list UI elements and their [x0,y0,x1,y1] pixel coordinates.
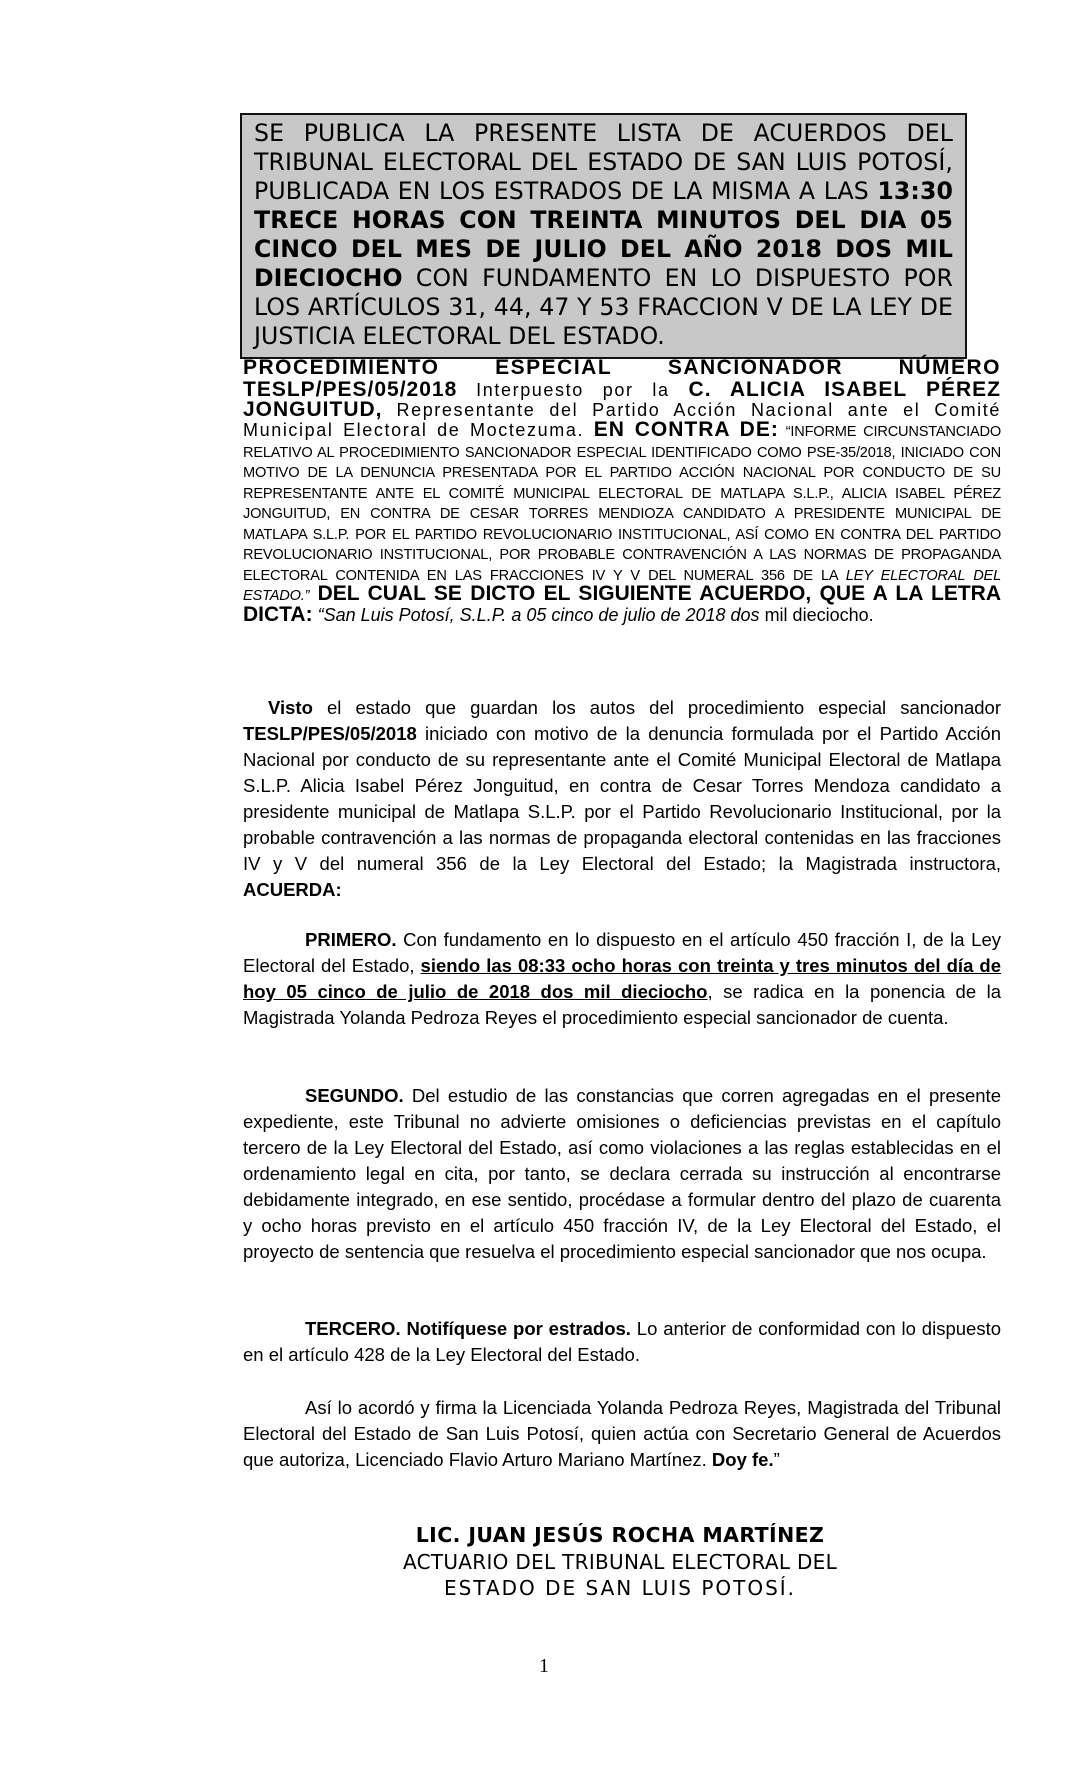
en-contra-label: EN CONTRA DE: [593,418,779,441]
quote-end: mil dieciocho. [759,604,874,625]
segundo-text: Del estudio de las constancias que corren agregadas en el presente expediente, este Tribunal no advierte omisiones o deficiencias previstas en el capítulo tercero de la Ley Electoral del Estado, así como violaciones a las reglas establecidas en el ordenamiento legal en cita, por tanto, se declara cerrada su instrucción al encontrarse debidamente integrado, en ese sentido, procédase a formular dentro del plazo de cuarenta y ocho horas previsto en el artículo 450 fracción IV, de la Ley Electoral del Estado, el proyecto de sentencia que resuelva el procedimiento especial sancionador que nos ocupa. [243,1085,1001,1262]
primero-text-2: , se radica en la ponencia de la Magistrada Yolanda Pedroza Reyes el procedimiento especial sancionador de cuenta. [243,981,1001,1028]
visto-text: el estado que guardan los autos del procedimiento especial sancionador [312,697,1001,718]
procedure-body [243,380,1001,625]
notice-text-start: SE PUBLICA LA PRESENTE LISTA DE ACUERDOS DEL TRIBUNAL ELECTORAL DEL ESTADO DE SAN LUIS POTOSÍ, PUBLICADA EN LOS ESTRADOS DE LA MISMA A LAS [254,119,953,205]
tercero-lead: TERCERO. Notifíquese por estrados. [305,1318,631,1339]
primero-paragraph [243,927,1001,1031]
procedure-title-word: SANCIONADOR [667,356,843,379]
procedure-detail: “INFORME CIRCUNSTANCIADO RELATIVO AL PROCEDIMIENTO SANCIONADOR ESPECIAL IDENTIFICADO COMO PSE-35/2018, INICIADO CON MOTIVO DE LA DENUNCIA PRESENTADA POR EL PARTIDO ACCIÓN NACIONAL POR CONDUCTO DE SU REPRESENTANTE ANTE EL COMITÉ MUNICIPAL ELECTORAL DE MATLAPA S.L.P., ALICIA ISABEL PÉREZ JONGUITUD, EN CONTRA DE CESAR TORRES MENDIOZA CANDIDATO A PRESIDENTE MUNICIPAL DE MATLAPA S.L.P. POR EL PARTIDO REVOLUCIONARIO INSTITUCIONAL, ASÍ COMO EN CONTRA DEL PARTIDO REVOLUCIONARIO INSTITUCIONAL, POR PROBABLE CONTRAVENCIÓN A LAS NORMAS DE PROPAGANDA ELECTORAL CONTENIDA EN LAS FRACCIONES IV Y V DEL NUMERAL 356 DE LA [243,424,1001,584]
primero-lead: PRIMERO. [305,929,397,950]
closing-paragraph [243,1395,1001,1473]
segundo-lead: SEGUNDO. [305,1085,404,1106]
procedure-title-word: PROCEDIMIENTO [243,356,440,379]
acuerda-label: ACUERDA: [243,879,342,900]
segundo-paragraph [243,1083,1001,1265]
procedure-header [243,356,1001,625]
procedure-title-word: ESPECIAL [495,356,613,379]
tercero-paragraph [243,1316,1001,1368]
primero-underlined: siendo las 08:33 ocho horas con treinta y tres minutos del día de hoy 05 cinco de julio de 2018 dos mil dieciocho [243,955,1001,1002]
dicto-text: DEL CUAL SE DICTO EL SIGUIENTE ACUERDO, QUE A LA LETRA DICTA: [243,582,1001,626]
quote-start: “San Luis Potosí, S.L.P. a 05 cinco de julio de 2018 dos [312,604,760,625]
representative-text: Representante del Partido Acción Nacional ante el Comité Municipal Electoral de Moctezuma. [243,400,1001,440]
signature-role: ACTUARIO DEL TRIBUNAL ELECTORAL DEL [402,1550,838,1574]
procedure-detail-italic: LEY ELECTORAL DEL ESTADO.” [243,567,1001,604]
tercero-text: Lo anterior de conformidad con lo dispuesto en el artículo 428 de la Ley Electoral del Estado. [243,1318,1001,1365]
visto-paragraph [243,695,1001,903]
case-number: TESLP/PES/05/2018 [243,378,458,401]
visto-text-2: iniciado con motivo de la denuncia formulada por el Partido Acción Nacional por conducto de su representante ante el Comité Municipal Electoral de Matlapa S.L.P. Alicia Isabel Pérez Jonguitud, en contra de Cesar Torres Mendoza candidato a presidente municipal de Matlapa S.L.P. por el Partido Revolucionario Institucional, por la probable contravención a las normas de propaganda electoral contenidas en las fracciones IV y V del numeral 356 de la Ley Electoral del Estado; la Magistrada instructora, [243,723,1001,874]
closing-text: Así lo acordó y firma la Licenciada Yolanda Pedroza Reyes, Magistrada del Tribunal Electoral del Estado de San Luis Potosí, quien actúa con Secretario General de Acuerdos que autoriza, Licenciado Flavio Arturo Mariano Martínez. [243,1397,1001,1470]
signature-name: LIC. JUAN JESÚS ROCHA MARTÍNEZ [415,1523,825,1547]
page-number: 1 [539,1655,549,1677]
visto-lead: Visto [268,697,313,718]
visto-case-number: TESLP/PES/05/2018 [243,723,417,744]
signature-role-2: ESTADO DE SAN LUIS POTOSÍ. [443,1576,797,1600]
primero-text: Con fundamento en lo dispuesto en el artículo 450 fracción I, de la Ley Electoral del Estado, [243,929,1001,976]
doy-fe: Doy fe. [711,1449,774,1470]
publication-notice-box [240,113,967,359]
notice-text-end: CON FUNDAMENTO EN LO DISPUESTO POR LOS ARTÍCULOS 31, 44, 47 Y 53 FRACCION V DE LA LEY DE JUSTICIA ELECTORAL DEL ESTADO. [254,264,953,350]
closing-quote: ” [773,1449,780,1470]
procedure-title [243,356,1001,380]
interpuesto-text: Interpuesto por la [457,380,689,400]
notice-datetime: 13:30 TRECE HORAS CON TREINTA MINUTOS DEL DIA 05 CINCO DEL MES DE JULIO DEL AÑO 2018 DOS MIL DIECIOCHO [254,177,953,292]
party-name: C. ALICIA ISABEL PÉREZ JONGUITUD, [243,378,1001,421]
procedure-title-word: NÚMERO [898,356,1001,379]
